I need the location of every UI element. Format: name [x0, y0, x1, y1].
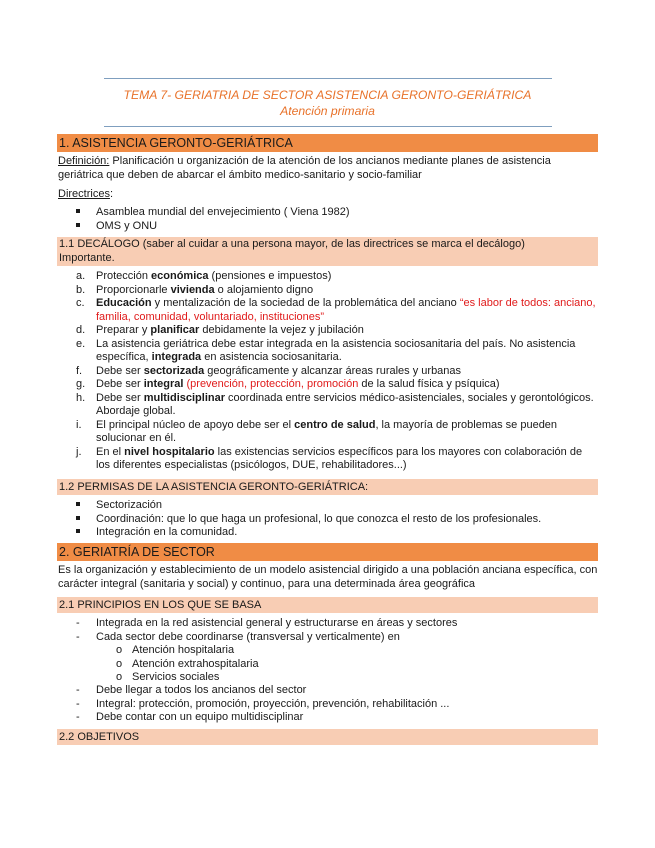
document-subtitle: Atención primaria: [280, 104, 375, 118]
list-item: Integración en la comunidad.: [58, 526, 598, 540]
principios-list-a: [58, 617, 598, 644]
list-item: b. Proporcionarle vivienda o alojamiento digno: [76, 283, 314, 296]
list-item: h. Debe ser multidisciplinar coordinada entre servicios médico-asistenciales, sociales y gerontológicos. Abordaje global.: [76, 391, 594, 417]
geriatria-definition: Es la organización y establecimiento de un modelo asistencial dirigido a una población anciana específica, con carácter integral (sanitaria y social) y continuo, para una determinada área geográfica: [58, 564, 598, 590]
principios-list-b: [58, 684, 598, 725]
list-item: o Atención hospitalaria: [116, 644, 235, 656]
list-item: - Debe contar con un equipo multidisciplinar: [76, 711, 304, 723]
list-item: - Integral: protección, promoción, proyección, prevención, rehabilitación ...: [76, 697, 450, 710]
section-heading-1: 1. ASISTENCIA GERONTO-GERIÁTRICA: [57, 134, 598, 152]
list-item: g. Debe ser integral (prevención, protección, promoción de la salud física y psíquica): [76, 378, 500, 390]
list-item: Asamblea mundial del envejecimiento ( Viena 1982): [58, 206, 598, 220]
top-rule: [104, 78, 552, 79]
list-item: o Servicios sociales: [116, 671, 220, 683]
definition-label: Definición:: [58, 155, 110, 167]
permisas-list: [58, 499, 598, 540]
bottom-rule: [104, 126, 552, 127]
section-heading-1-1: 1.1 DECÁLOGO (saber al cuidar a una persona mayor, de las directrices se marca el decálogo) Importante.: [57, 237, 598, 266]
list-item: j. En el nivel hospitalario las existencias servicios específicos para los mayores con colaboración de los diferentes especialistas (psicólogos, DUE, rehabilitadores...): [76, 445, 583, 471]
list-item: OMS y ONU: [58, 220, 598, 234]
section-heading-2-1: 2.1 PRINCIPIOS EN LOS QUE SE BASA: [57, 597, 598, 613]
list-item: d. Preparar y planificar debidamente la vejez y jubilación: [76, 324, 364, 336]
principios-sublist: [58, 644, 598, 685]
list-item: a. Protección económica (pensiones e impuestos): [76, 270, 332, 282]
list-item: i. El principal núcleo de apoyo debe ser el centro de salud, la mayoría de problemas se pueden solucionar en él.: [76, 418, 558, 444]
list-item: - Debe llegar a todos los ancianos del sector: [76, 684, 307, 696]
list-item: e. La asistencia geriátrica debe estar integrada en la asistencia sociosanitaria del país. No asistencia específica, integrada en asistencia sociosanitaria.: [76, 337, 576, 363]
section-heading-1-2: 1.2 PERMISAS DE LA ASISTENCIA GERONTO-GERIÁTRICA:: [57, 479, 598, 495]
list-item: c. Educación y mentalización de la sociedad de la problemática del anciano “es labor de todos: anciano, familia, comunidad, voluntariado, instituciones”: [76, 297, 596, 323]
section-heading-2: 2. GERIATRÍA DE SECTOR: [57, 543, 598, 561]
directrices-label: Directrices:: [58, 188, 114, 200]
section-heading-2-2: 2.2 OBJETIVOS: [57, 729, 598, 745]
directrices-list: [58, 206, 598, 233]
list-item: Coordinación: que lo que haga un profesional, lo que conozca el resto de los profesionales.: [58, 513, 598, 527]
list-item: Sectorización: [58, 499, 598, 513]
list-item: - Cada sector debe coordinarse (transversal y verticalmente) en: [76, 630, 400, 643]
decalogo-list: [58, 270, 598, 473]
document-title: TEMA 7- GERIATRIA DE SECTOR ASISTENCIA GERONTO-GERIÁTRICA: [123, 88, 532, 102]
list-item: - Integrada en la red asistencial general y estructurarse en áreas y sectores: [76, 617, 458, 629]
list-item: f. Debe ser sectorizada geográficamente y alcanzar áreas rurales y urbanas: [76, 364, 462, 377]
definition-paragraph: Definición: Planificación u organización de la atención de los ancianos mediante planes de asistencia geriátrica que deben de abarcar el ámbito medico-sanitario y socio-familiar: [58, 155, 551, 181]
list-item: o Atención extrahospitalaria: [116, 657, 259, 670]
